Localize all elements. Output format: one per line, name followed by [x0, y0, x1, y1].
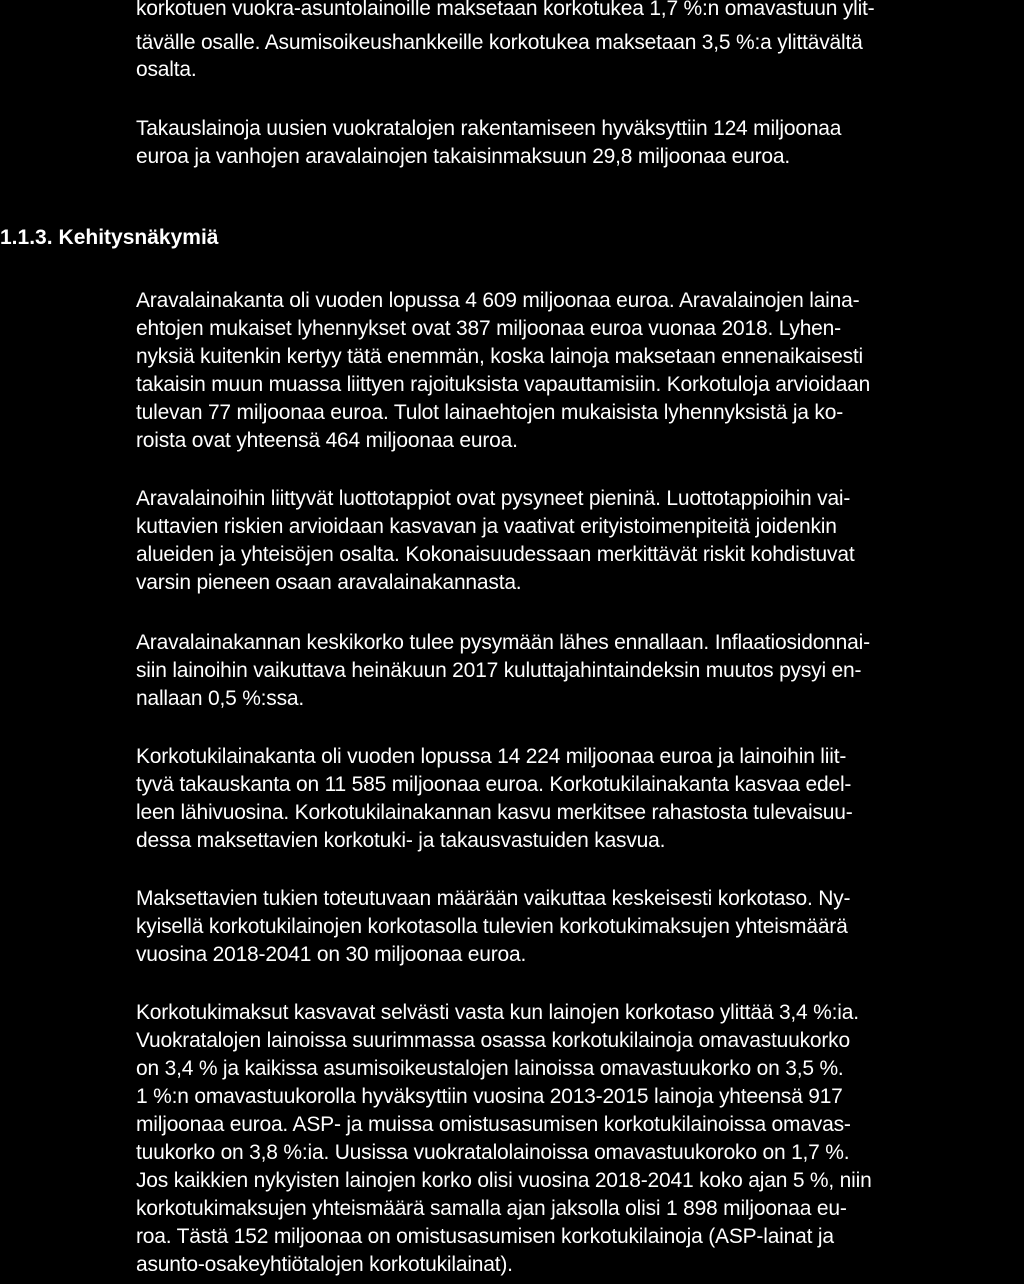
text-line: Korkotukimaksut kasvavat selvästi vasta kun lainojen korkotaso ylittää 3,4 %:ia.: [136, 1001, 859, 1024]
text-line: Aravalainakanta oli vuoden lopussa 4 609 miljoonaa euroa. Aravalainojen laina-: [136, 289, 860, 312]
text-line: varsin pieneen osaan aravalainakannasta.: [136, 571, 522, 594]
text-line: nyksiä kuitenkin kertyy tätä enemmän, koska lainoja maksetaan ennenaikaisesti: [136, 345, 863, 368]
text-line: roista ovat yhteensä 464 miljoonaa euroa.: [136, 429, 518, 452]
text-line: Takauslainoja uusien vuokratalojen rakentamiseen hyväksyttiin 124 miljoonaa: [136, 117, 842, 140]
text-line: dessa maksettavien korkotuki- ja takausvastuiden kasvua.: [136, 829, 666, 852]
text-line: Korkotukilainakanta oli vuoden lopussa 14 224 miljoonaa euroa ja lainoihin liit-: [136, 745, 847, 768]
text-line: tävälle osalle. Asumisoikeushankkeille korkotukea maksetaan 3,5 %:a ylittävältä: [136, 31, 863, 54]
text-line: Vuokratalojen lainoissa suurimmassa osassa korkotukilainoja omavastuukorko: [136, 1029, 850, 1052]
text-line: nallaan 0,5 %:ssa.: [136, 687, 305, 710]
text-line: ehtojen mukaiset lyhennykset ovat 387 miljoonaa euroa vuonaa 2018. Lyhen-: [136, 317, 841, 340]
text-line: alueiden ja yhteisöjen osalta. Kokonaisuudessaan merkittävät riskit kohdistuvat: [136, 543, 855, 566]
text-line: kyisellä korkotukilainojen korkotasolla tulevien korkotukimaksujen yhteismäärä: [136, 915, 848, 938]
text-line: 1 %:n omavastuukorolla hyväksyttiin vuosina 2013-2015 lainoja yhteensä 917: [136, 1085, 843, 1108]
text-line: Maksettavien tukien toteutuvaan määrään vaikuttaa keskeisesti korkotaso. Ny-: [136, 887, 851, 910]
text-line: asunto-osakeyhtiötalojen korkotukilainat).: [136, 1253, 513, 1276]
text-line: Aravalainoihin liittyvät luottotappiot ovat pysyneet pieninä. Luottotappioihin vai-: [136, 487, 851, 510]
text-line: roa. Tästä 152 miljoonaa on omistusasumisen korkotukilainoja (ASP-lainat ja: [136, 1225, 834, 1248]
text-line: leen lähivuosina. Korkotukilainakannan kasvu merkitsee rahastosta tulevaisuu-: [136, 801, 853, 824]
text-line: kuttavien riskien arvioidaan kasvavan ja vaativat erityistoimenpiteitä joidenkin: [136, 515, 837, 538]
text-line: tyvä takauskanta on 11 585 miljoonaa euroa. Korkotukilainakanta kasvaa edel-: [136, 773, 852, 796]
text-line: miljoonaa euroa. ASP- ja muissa omistusasumisen korkotukilainoissa omavas-: [136, 1113, 851, 1136]
section-title: Kehitysnäkymiä: [58, 226, 219, 249]
text-line: vuosina 2018-2041 on 30 miljoonaa euroa.: [136, 943, 527, 966]
text-line: tulevan 77 miljoonaa euroa. Tulot lainaehtojen mukaisista lyhennyksistä ja ko-: [136, 401, 843, 424]
text-line: euroa ja vanhojen aravalainojen takaisinmaksuun 29,8 miljoonaa euroa.: [136, 145, 790, 168]
text-line: korkotuen vuokra-asuntolainoille maksetaan korkotukea 1,7 %:n omavastuun ylit-: [136, 0, 875, 20]
text-line: tuukorko on 3,8 %:ia. Uusissa vuokratalolainoissa omavastuukoroko on 1,7 %.: [136, 1141, 850, 1164]
section-number: 1.1.3.: [0, 226, 53, 249]
text-line: osalta.: [136, 58, 197, 81]
text-line: Jos kaikkien nykyisten lainojen korko olisi vuosina 2018-2041 koko ajan 5 %, niin: [136, 1169, 872, 1192]
text-line: on 3,4 % ja kaikissa asumisoikeustalojen lainoissa omavastuukorko on 3,5 %.: [136, 1057, 844, 1080]
text-line: takaisin muun muassa liittyen rajoituksista vapauttamisiin. Korkotuloja arvioidaan: [136, 373, 871, 396]
text-line: Aravalainakannan keskikorko tulee pysymään lähes ennallaan. Inflaatiosidonnai-: [136, 631, 870, 654]
section-heading: [0, 225, 218, 251]
text-line: siin lainoihin vaikuttava heinäkuun 2017 kuluttajahintaindeksin muutos pysyi en-: [136, 659, 862, 682]
text-line: korkotukimaksujen yhteismäärä samalla ajan jaksolla olisi 1 898 miljoonaa eu-: [136, 1197, 847, 1220]
